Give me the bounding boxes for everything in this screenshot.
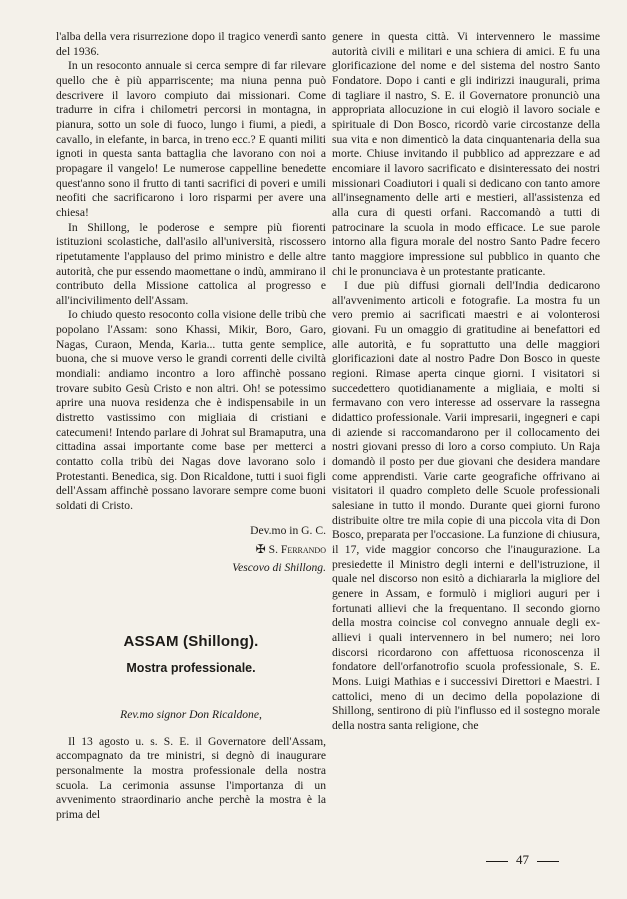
page-number-footer bbox=[478, 852, 567, 868]
left-column bbox=[56, 30, 326, 823]
signature-name: S. Ferrando bbox=[268, 542, 326, 556]
paragraph: genere in questa città. Vi intervennero le massime autorità civili e militari e una schiera di amici. E fu una glorificazione del nome e del sistema del nostro Santo Fondatore. Dopo i canti e gli indirizzi inaugurali, prima di tagliare il nastro, S. E. il Governatore pronunciò una appropriata allocuzione in cui elogiò il lavoro sociale e spirituale di Don Bosco, ricordò varie circostanze della sua vita e non dimenticò la data cinquantenaria della sua morte. Chiuse invitando il pubblico ad apprezzare e ad encomiare il lavoro sacrificato e disinteressato dei nostri missionari Coadiutori i quali si dedicano con tanto amore all'insegnamento delle arti e mestieri, all'assistenza ed alla cura di questi orfani. Raccomandò a tutti di patrocinare la scuola in modo efficace. Le sue parole intorno alla figura morale del nostro Santo Padre fecero tanto maggiore impressione sul pubblico in quanto che chi le pronunciava è un protestante praticante. bbox=[332, 30, 600, 278]
signature-title: Vescovo di Shillong. bbox=[232, 560, 326, 574]
paragraph: In Shillong, le poderose e sempre più fiorenti istituzioni scolastiche, dall'asilo all'università, riscossero ripetutamente l'applauso del primo ministro e delle altre autorità, che pur essendo maomettane o indù, ammirano il contributo della Missione cattolica al progresso e all'incivilimento dell'Assam. bbox=[56, 220, 326, 307]
page-number: 47 bbox=[516, 852, 529, 867]
signature-block bbox=[56, 522, 326, 577]
section-heading bbox=[56, 632, 326, 676]
divider bbox=[537, 861, 559, 862]
section-title: ASSAM (Shillong). bbox=[123, 632, 259, 650]
divider bbox=[486, 861, 508, 862]
paragraph: Il 13 agosto u. s. S. E. il Governatore dell'Assam, accompagnato da tre ministri, si degnò di inaugurare personalmente la mostra professionale della nostra scuola. La cerimonia assunse l'importanza di un avvenimento straordinario anche perchè la mostra è la prima del bbox=[56, 734, 326, 821]
paragraph: In un resoconto annuale si cerca sempre di far rilevare quello che è più apparriscente; ma niuna penna può descrivere il lavoro compiuto dai missionari. Come tradurre in cifra i chilometri percorsi in montagna, in pianura, sotto un sole di fuoco, lungo i fiumi, a piedi, a cavallo, in elefante, in barca, in treno ecc.? E quanti militi ignoti in questa santa battaglia che lavorano con noi a propagare il vangelo! Le numerose cappelline benedette quest'anno sono il frutto di tanti sacrifici di poveri e umili neofiti che sacrificarono i loro risparmi per avere una chiesa! bbox=[56, 59, 326, 219]
bishop-cross-icon: ✠ bbox=[255, 541, 266, 556]
paragraph: Io chiudo questo resoconto colla visione delle tribù che popolano l'Assam: sono Khassi, Mikir, Boro, Garo, Nagas, Curaon, Menda, Karia... tutta gente semplice, buona, che si muove verso le grandi correnti delle civiltà mondiali: andiamo incontro a loro affinchè possano trovare subito Gesù Cristo e non altri. Oh! se potessimo aprire una nuova residenza che è indispensabile in un distretto vastissimo con migliaia di cristiani e catecumeni! Intendo parlare di Johrat sul Bramaputra, una cittadina assai importante come base per metterci a contatto colla tribù dei Nagas dove lavorano solo i Protestanti. Benedica, sig. Don Ricaldone, tutti i suoi figli dell'Assam affinchè possano lavorare sempre come buoni soldati di Cristo. bbox=[56, 308, 326, 512]
paragraph: I due più diffusi giornali dell'India dedicarono all'avvenimento articoli e fotografie. La mostra fu un vero premio ai sacrificati maestri e ai volonterosi giovani. Fu un omaggio di gratitudine ai benefattori ed alle autorità, e fu soprattutto una delle maggiori glorificazioni date al nostro Padre Don Bosco in queste regioni. Rimase aperta cinque giorni. I visitatori si succedettero quotidianamente a migliaia, e molti si fermavano con vero interesse ad osservare la rassegna didattico professionale. Varii impresarii, ingegneri e capi di aziende si raccomandarono per il collocamento dei nostri giovani presso di loro a corso compiuto. Un Raja domandò il posto per due giovani che desidera mandare come apprendisti. Varie carte geografiche offrivano ai visitatori il quadro completo delle Scuole professionali salesiane in tutto il mondo. Durante quei giorni furono distribuite oltre tre mila copie di una piccola vita di Don Bosco, preparata per l'occasione. La funzione di chiusura, il 17, vide maggior concorso che l'inaugurazione. La presiedette il Ministro degli interni e dell'istruzione, il quale nel discorso non esitò a dichiararla la migliore del genere in Assam, e formulò i migliori auguri per i fortunati allievi che la frequentano. Il secondo giorno della mostra coincise col convegno annuale degli ex-allievi i quali intervennero in bel numero; nei loro discorsi ricordarono con affettuosa riconoscenza il fondatore dell'orfanotrofio scuola professionale, S. E. Mons. Luigi Mathias e i successivi Direttori e Maestri. I cattolici, meno di un decimo della popolazione di Shillong, sentirono di più l'influsso ed il sostegno morale della nostra santa religione, che bbox=[332, 279, 600, 732]
paragraph: l'alba della vera risurrezione dopo il tragico venerdì santo del 1936. bbox=[56, 30, 326, 58]
section-subtitle: Mostra professionale. bbox=[126, 661, 256, 676]
closing: Dev.mo in G. C. bbox=[250, 523, 326, 537]
salutation: Rev.mo signor Don Ricaldone, bbox=[120, 707, 262, 721]
right-column bbox=[332, 30, 600, 734]
